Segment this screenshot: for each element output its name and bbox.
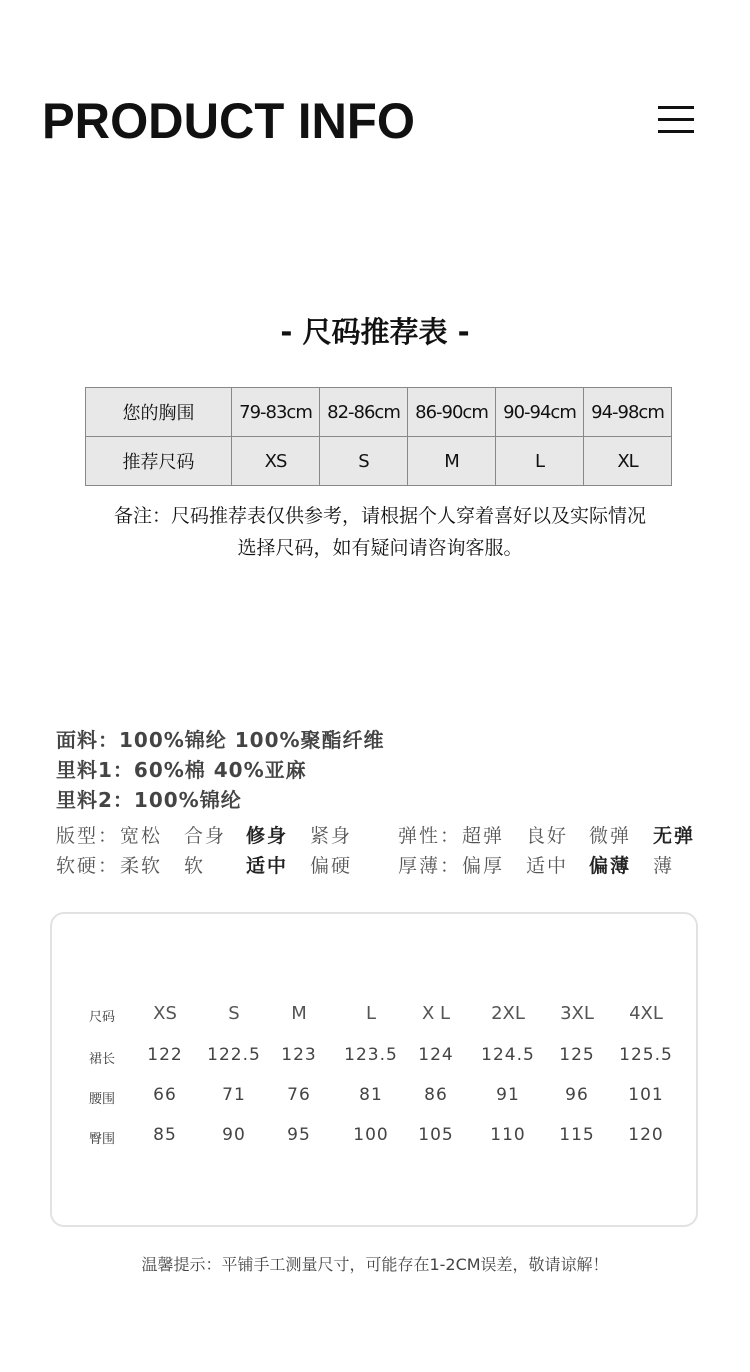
thickness-option-selected: 偏薄 [589,855,632,877]
row-label: 推荐尺码 [86,437,232,486]
size-recommendation-table [85,387,672,486]
lining1-line: 里料1：60%棉 40%亚麻 [56,758,307,782]
measurement-value: 125 [559,1045,595,1065]
note-line: 备注：尺码推荐表仅供参考，请根据个人穿着喜好以及实际情况 [113,505,646,527]
measurement-value: 71 [222,1085,246,1105]
softness-option: 柔软 [120,855,163,877]
size-header: XS [153,1003,177,1024]
size-label: 尺码 [88,1010,115,1025]
measurement-value: 123.5 [344,1045,398,1065]
menu-bar [658,130,694,133]
measurement-value: 122.5 [207,1045,261,1065]
thickness-option: 适中 [526,855,569,877]
note-line: 选择尺码，如有疑问请咨询客服。 [237,537,523,559]
chest-range: 79-83cm [232,388,320,437]
measurement-row-length [52,1045,700,1073]
elasticity-option-selected: 无弹 [653,825,696,847]
measurement-value: 86 [424,1085,448,1105]
measurement-value: 120 [628,1125,664,1145]
page-title: PRODUCT INFO [42,93,415,149]
measurement-value: 96 [565,1085,589,1105]
measurement-row-hip [52,1125,700,1153]
size-header: S [228,1003,240,1024]
fabric-info [56,725,385,815]
fit-option: 宽松 [120,825,163,847]
hamburger-menu-icon[interactable] [658,106,694,134]
measurement-value: 124.5 [481,1045,535,1065]
elasticity-option: 良好 [526,825,569,847]
size-header: 4XL [629,1003,663,1024]
fit-label: 版型： [56,825,120,847]
size-header: M [291,1003,307,1024]
measurement-value: 90 [222,1125,246,1145]
chest-range: 86-90cm [408,388,496,437]
row-label: 您的胸围 [86,388,232,437]
measurement-value: 76 [287,1085,311,1105]
measurement-value: 95 [287,1125,311,1145]
measurement-value: 123 [281,1045,317,1065]
measurement-value: 124 [418,1045,454,1065]
recommended-size: L [496,437,584,486]
row-label: 腰围 [88,1092,115,1107]
measurement-card [50,912,698,1227]
elasticity-label: 弹性： [398,825,462,847]
measurement-value: 101 [628,1085,664,1105]
size-header: 2XL [491,1003,525,1024]
thickness-option: 偏厚 [462,855,505,877]
lining2-line: 里料2：100%锦纶 [56,788,242,812]
softness-option-selected: 适中 [246,855,289,877]
row-label: 裙长 [88,1052,115,1067]
measurement-value: 105 [418,1125,454,1145]
row-label: 臀围 [88,1132,115,1147]
fit-option: 合身 [184,825,227,847]
thickness-label: 厚薄： [398,855,462,877]
softness-option: 软 [184,855,206,877]
measurement-tip: 温馨提示：平铺手工测量尺寸，可能存在1-2CM误差，敬请谅解！ [141,1255,609,1274]
menu-bar [658,106,694,109]
measurement-value: 100 [353,1125,389,1145]
size-header: L [365,1003,377,1024]
elasticity-option: 超弹 [462,825,505,847]
size-note [90,500,670,564]
softness-label: 软硬： [56,855,120,877]
recommended-size: M [408,437,496,486]
measurement-value: 122 [147,1045,183,1065]
chest-range: 94-98cm [584,388,672,437]
chest-row [86,388,672,437]
menu-bar [658,118,694,121]
fabric-line: 面料：100%锦纶 100%聚酯纤维 [56,728,385,752]
measurement-value: 125.5 [619,1045,673,1065]
size-row [86,437,672,486]
size-header: X L [421,1003,451,1024]
fit-option: 紧身 [310,825,353,847]
recommended-size: XL [584,437,672,486]
measurement-value: 85 [153,1125,177,1145]
measurement-value: 110 [490,1125,526,1145]
measurement-row-waist [52,1085,700,1113]
fit-option-selected: 修身 [246,825,289,847]
measurement-value: 91 [496,1085,520,1105]
measurement-value: 81 [359,1085,383,1105]
thickness-option: 薄 [653,855,675,877]
measurement-header-row [52,1003,700,1031]
measurement-value: 66 [153,1085,177,1105]
recommended-size: XS [232,437,320,486]
chest-range: 90-94cm [496,388,584,437]
size-chart-heading: - 尺码推荐表 - [280,315,470,349]
recommended-size: S [320,437,408,486]
softness-option: 偏硬 [310,855,353,877]
elasticity-option: 微弹 [589,825,632,847]
measurement-value: 115 [559,1125,595,1145]
chest-range: 82-86cm [320,388,408,437]
size-header: 3XL [560,1003,594,1024]
